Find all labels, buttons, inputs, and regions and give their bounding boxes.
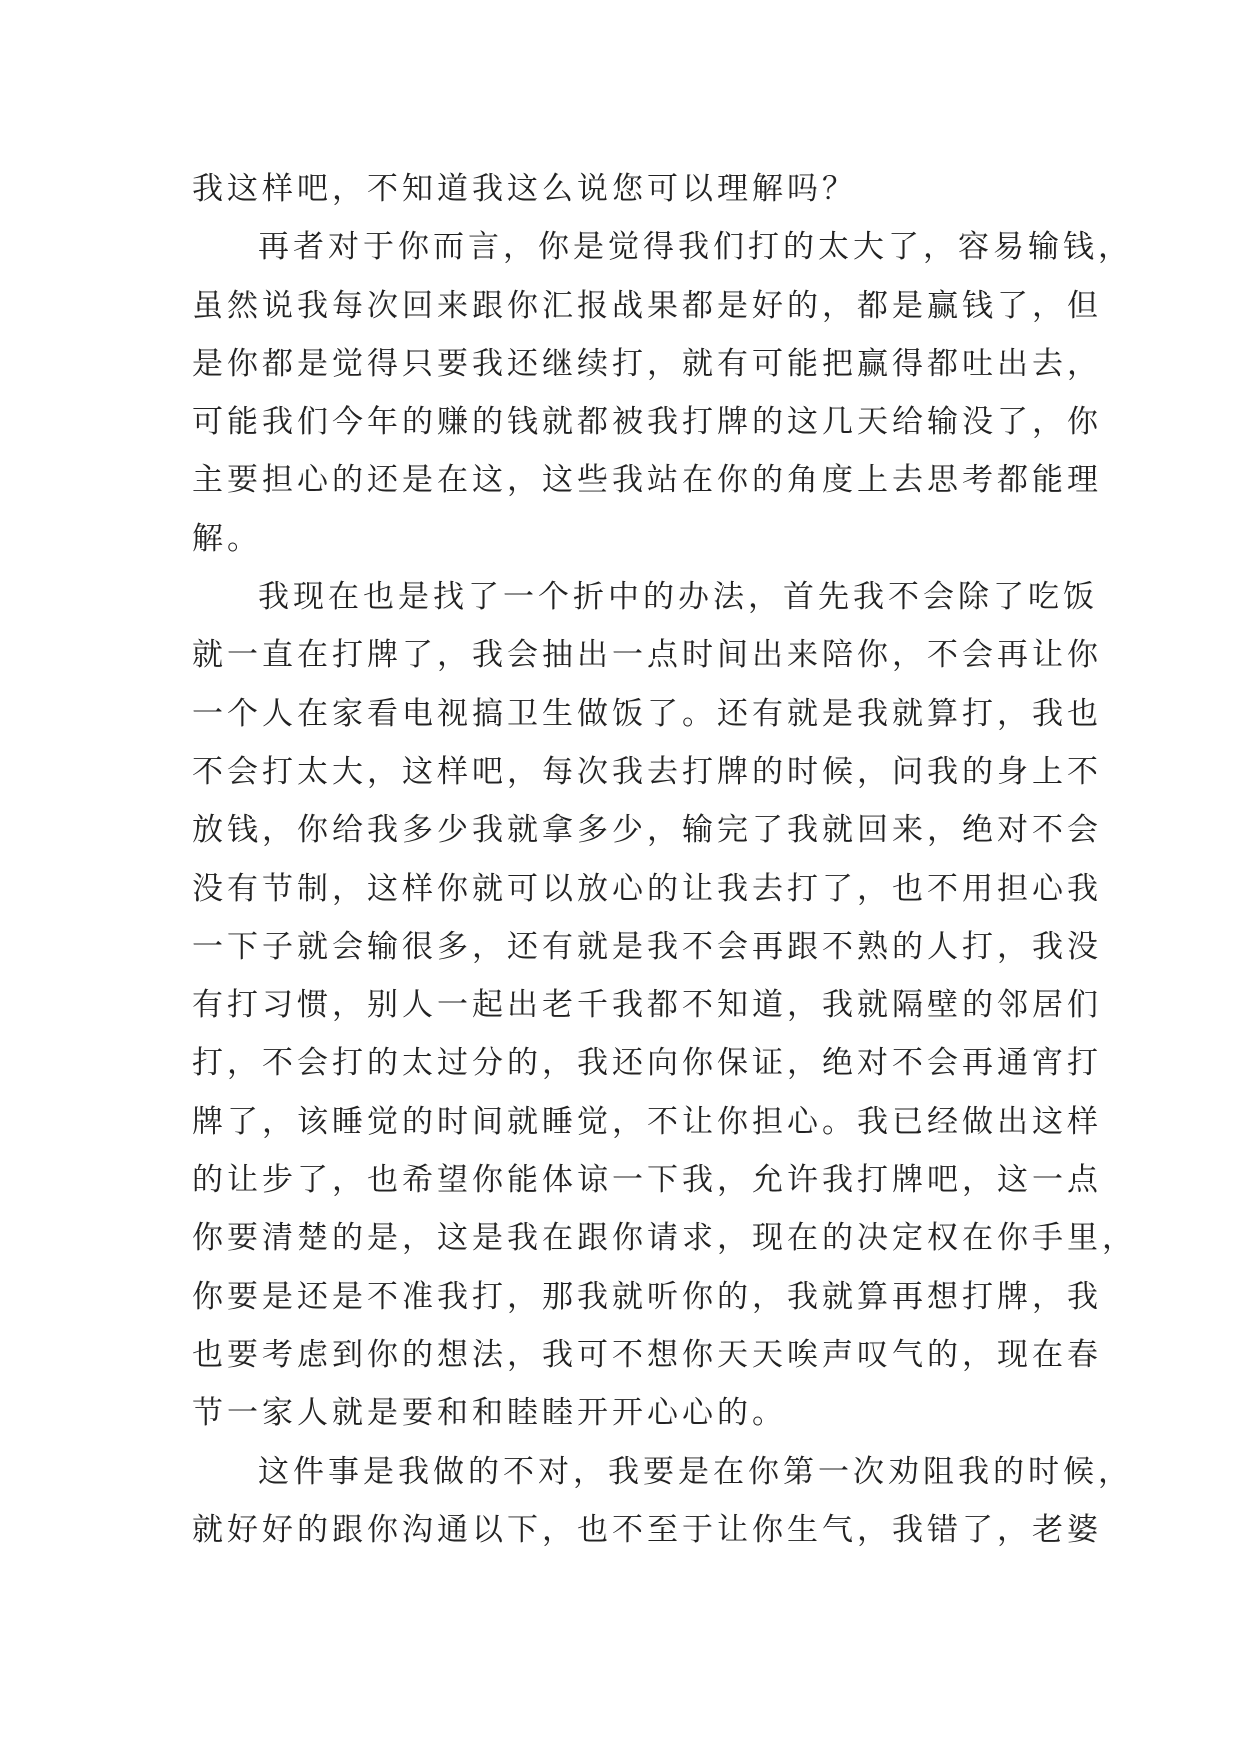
text-line: 不会打太大，这样吧，每次我去打牌的时候，问我的身上不 (192, 753, 1102, 790)
text-line: 这件事是我做的不对，我要是在你第一次劝阻我的时候， (258, 1453, 1133, 1490)
text-line: 放钱，你给我多少我就拿多少，输完了我就回来，绝对不会 (192, 812, 1102, 849)
text-line: 节一家人就是要和和睦睦开开心心的。 (192, 1395, 787, 1432)
text-line: 主要担心的还是在这，这些我站在你的角度上去思考都能理 (192, 462, 1102, 499)
text-line: 我这样吧，不知道我这么说您可以理解吗？ (192, 171, 857, 207)
text-line: 就一直在打牌了，我会抽出一点时间出来陪你，不会再让你 (192, 637, 1102, 674)
text-line: 有打习惯，别人一起出老千我都不知道，我就隔壁的邻居们 (192, 987, 1102, 1024)
text-line: 的让步了，也希望你能体谅一下我，允许我打牌吧，这一点 (192, 1162, 1102, 1199)
text-line: 我现在也是找了一个折中的办法，首先我不会除了吃饭 (258, 579, 1098, 616)
text-line: 你要是还是不准我打，那我就听你的，我就算再想打牌，我 (192, 1278, 1102, 1315)
document-body (192, 160, 1137, 1559)
text-line: 虽然说我每次回来跟你汇报战果都是好的，都是赢钱了，但 (192, 287, 1102, 324)
paragraph (192, 218, 1133, 568)
text-line: 你要清楚的是，这是我在跟你请求，现在的决定权在你手里， (192, 1220, 1137, 1257)
text-line: 就好好的跟你沟通以下，也不至于让你生气，我错了，老婆 (192, 1511, 1102, 1548)
text-line: 也要考虑到你的想法，我可不想你天天唉声叹气的，现在春 (192, 1336, 1102, 1373)
text-line: 再者对于你而言，你是觉得我们打的太大了，容易输钱， (258, 229, 1133, 266)
text-line: 没有节制，这样你就可以放心的让我去打了，也不用担心我 (192, 870, 1102, 907)
paragraph (192, 160, 1060, 218)
paragraph (192, 1443, 1133, 1560)
text-line: 一下子就会输很多，还有就是我不会再跟不熟的人打，我没 (192, 928, 1102, 965)
text-line: 是你都是觉得只要我还继续打，就有可能把赢得都吐出去， (192, 345, 1102, 382)
text-line: 一个人在家看电视搞卫生做饭了。还有就是我就算打，我也 (192, 695, 1102, 732)
text-line: 打，不会打的太过分的，我还向你保证，绝对不会再通宵打 (192, 1045, 1102, 1082)
text-line: 牌了，该睡觉的时间就睡觉，不让你担心。我已经做出这样 (192, 1103, 1102, 1140)
paragraph (192, 568, 1137, 1442)
text-line: 解。 (192, 520, 262, 557)
text-line: 可能我们今年的赚的钱就都被我打牌的这几天给输没了，你 (192, 404, 1102, 441)
